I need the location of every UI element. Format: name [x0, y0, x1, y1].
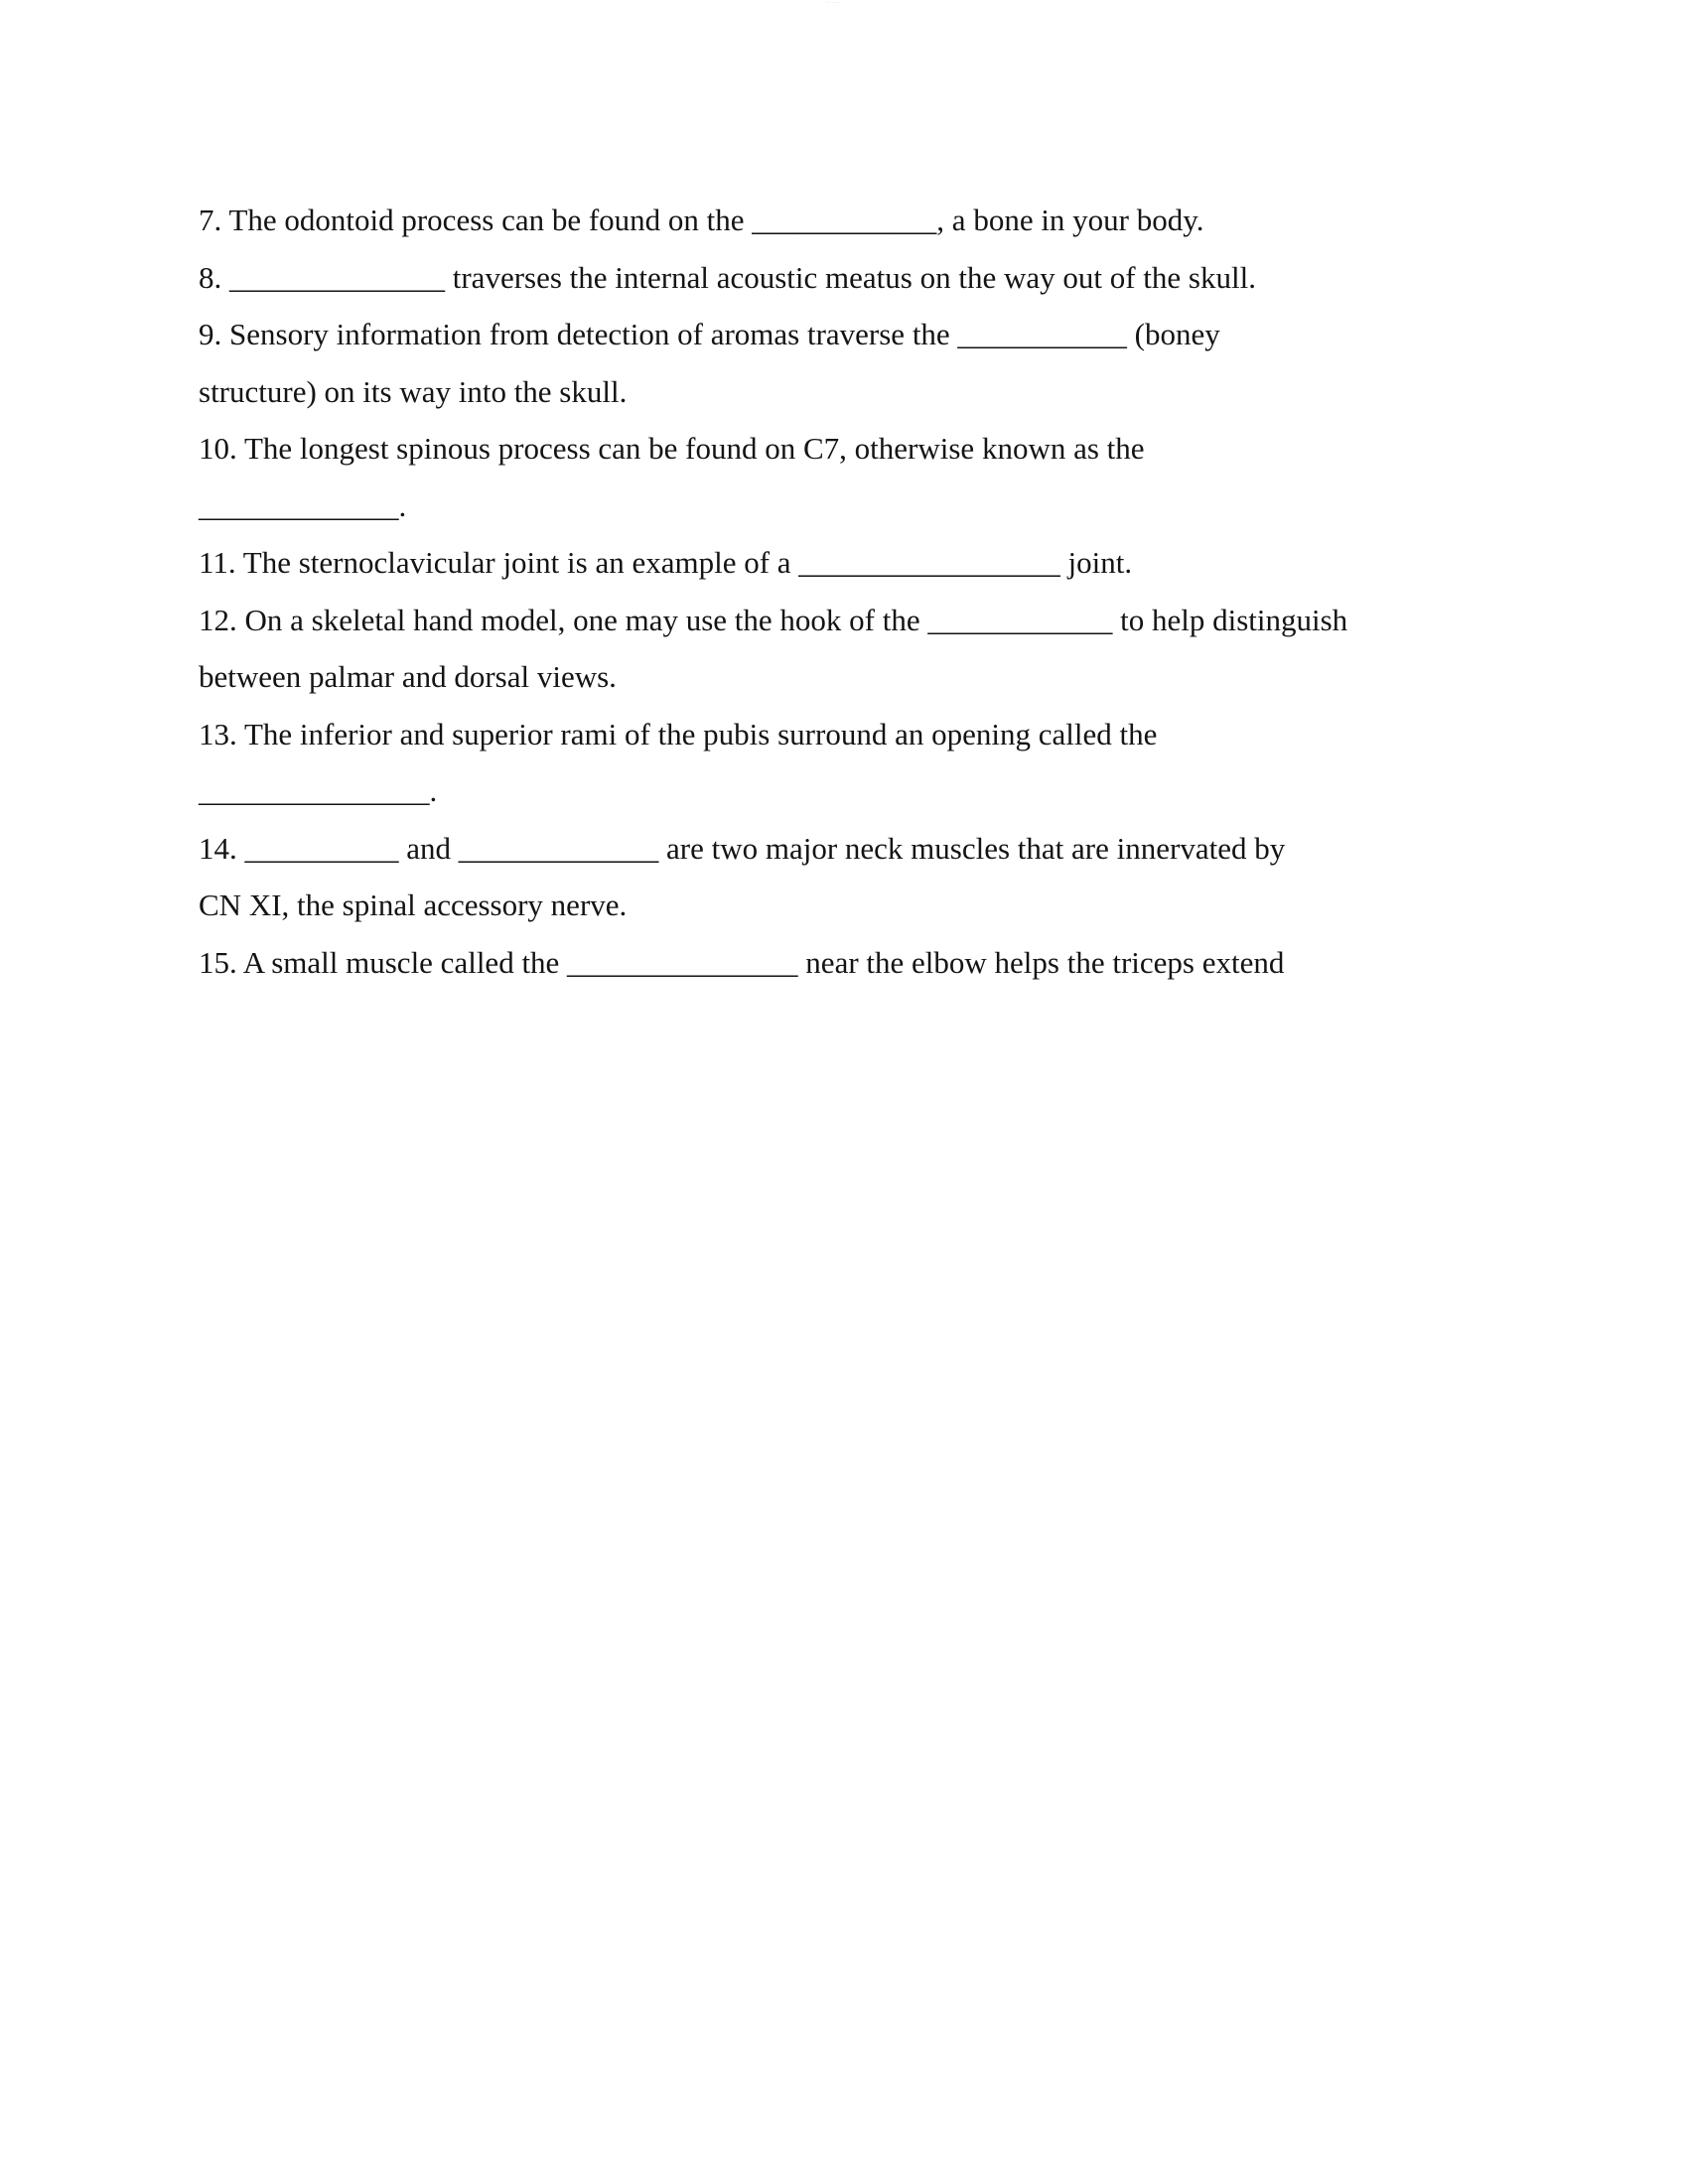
question-7-line: 7. The odontoid process can be found on the ____________, a bone in your body.	[199, 203, 1204, 237]
question-14-continuation: CN XI, the spinal accessory nerve.	[199, 887, 628, 922]
question-list	[199, 192, 1489, 991]
question-10-line: 10. The longest spinous process can be found on C7, otherwise known as the	[199, 431, 1145, 466]
question-12-continuation: between palmar and dorsal views.	[199, 659, 617, 694]
header-mark: ····· ··········	[826, 0, 842, 4]
question-9-line: 9. Sensory information from detection of aromas traverse the ___________ (boney	[199, 317, 1220, 351]
question-14-line: 14. __________ and _____________ are two major neck muscles that are innervated by	[199, 830, 1286, 866]
question-10-continuation: _____________.	[199, 487, 407, 523]
question-15-line: 15. A small muscle called the _______________ near the elbow helps the triceps extend	[199, 944, 1285, 980]
question-12-line: 12. On a skeletal hand model, one may use the hook of the ____________ to help distinguish	[199, 602, 1348, 637]
question-13-line: 13. The inferior and superior rami of the pubis surround an opening called the	[199, 716, 1158, 751]
question-8-line: 8. ______________ traverses the internal acoustic meatus on the way out of the skull.	[199, 259, 1256, 295]
question-13-continuation: _______________.	[199, 773, 438, 808]
question-11-line: 11. The sternoclavicular joint is an example of a _________________ joint.	[199, 545, 1133, 580]
question-9-continuation: structure) on its way into the skull.	[199, 373, 628, 409]
